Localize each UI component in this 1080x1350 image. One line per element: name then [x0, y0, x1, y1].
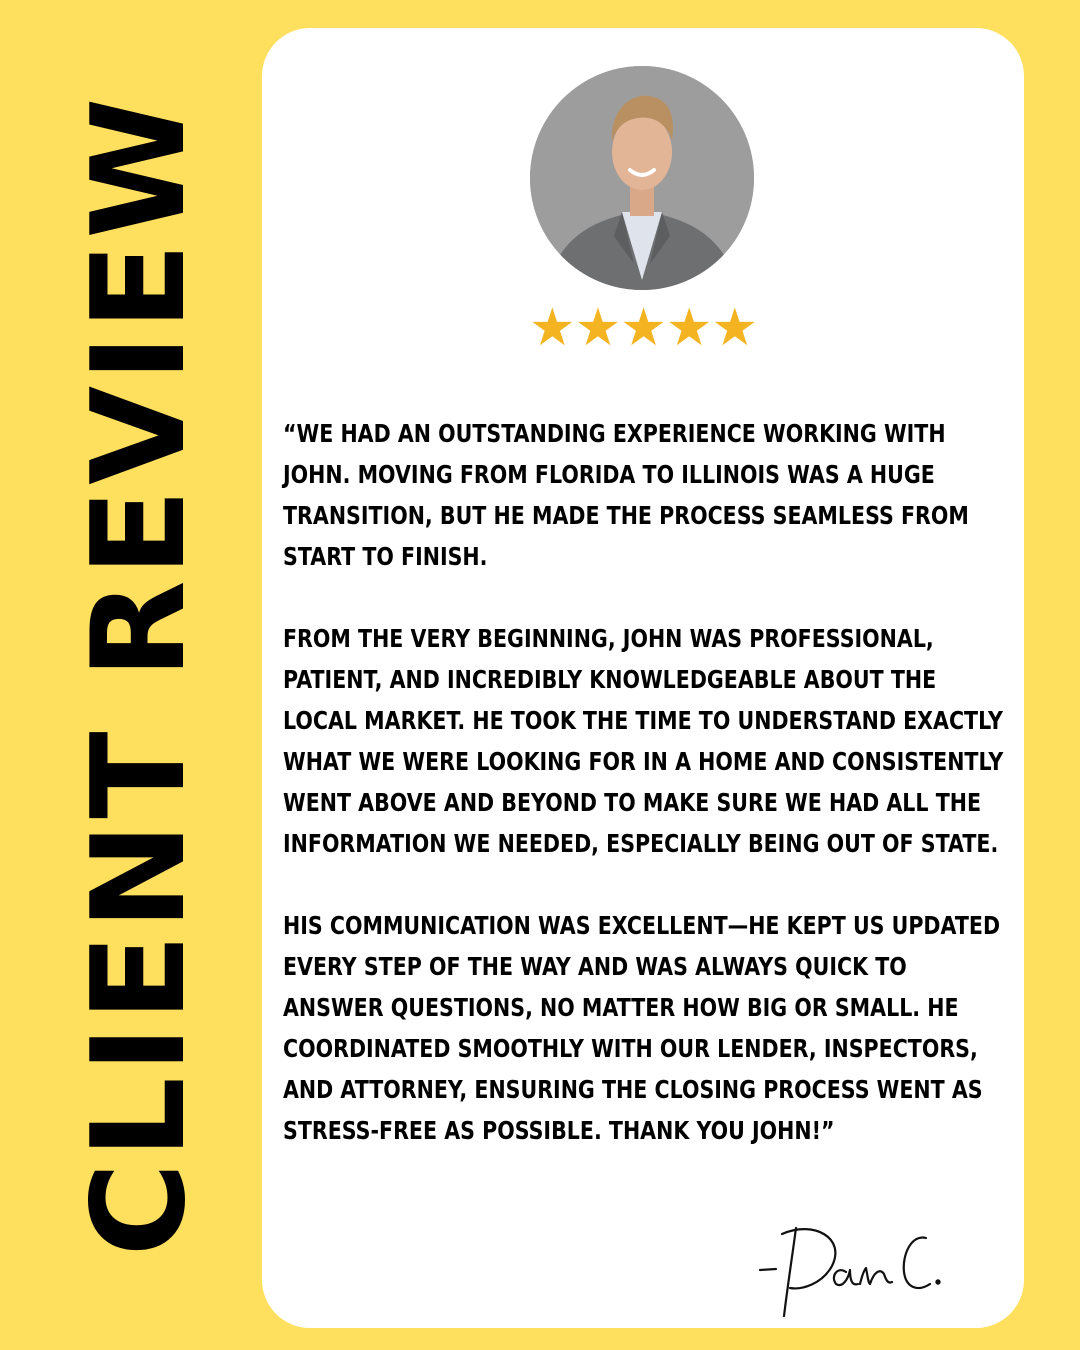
agent-avatar — [530, 66, 754, 290]
signature-mark — [742, 1198, 982, 1328]
signature — [742, 1198, 982, 1328]
star-icon: ★ — [711, 298, 758, 358]
star-icon: ★ — [528, 298, 575, 358]
agent-photo-icon — [530, 66, 754, 290]
star-icon: ★ — [574, 298, 621, 358]
star-icon: ★ — [620, 298, 666, 358]
review-paragraph: FROM THE VERY BEGINNING, JOHN WAS PROFESSIONAL, PATIENT, AND INCREDIBLY KNOWLEDGEABLE ABOUT THE LOCAL MARKET. HE TOOK THE TIME TO UNDERSTAND EXACTLY WHAT WE WERE LOOKING FOR IN A HOME AND CONSISTENTLY WENT ABOVE AND BEYOND TO MAKE SURE WE HAD ALL THE INFORMATION WE NEEDED, ESPECIALLY BEING OUT OF STATE. — [283, 624, 1004, 858]
star-rating — [262, 300, 1024, 356]
review-card — [262, 28, 1024, 1328]
star-icon: ★ — [665, 298, 712, 358]
review-paragraph: “WE HAD AN OUTSTANDING EXPERIENCE WORKING WITH JOHN. MOVING FROM FLORIDA TO ILLINOIS WAS A HUGE TRANSITION, BUT HE MADE THE PROCESS SEAMLESS FROM START TO FINISH. — [283, 419, 969, 571]
review-paragraph: HIS COMMUNICATION WAS EXCELLENT—HE KEPT US UPDATED EVERY STEP OF THE WAY AND WAS ALWAYS QUICK TO ANSWER QUESTIONS, NO MATTER HOW BIG OR SMALL. HE COORDINATED SMOOTHLY WITH OUR LENDER, INSPECTORS, AND ATTORNEY, ENSURING THE CLOSING PROCESS WENT AS STRESS-FREE AS POSSIBLE. THANK YOU JOHN!” — [283, 911, 1001, 1145]
side-title: CLIENT REVIEW — [65, 93, 214, 1257]
review-text — [283, 413, 1009, 1151]
